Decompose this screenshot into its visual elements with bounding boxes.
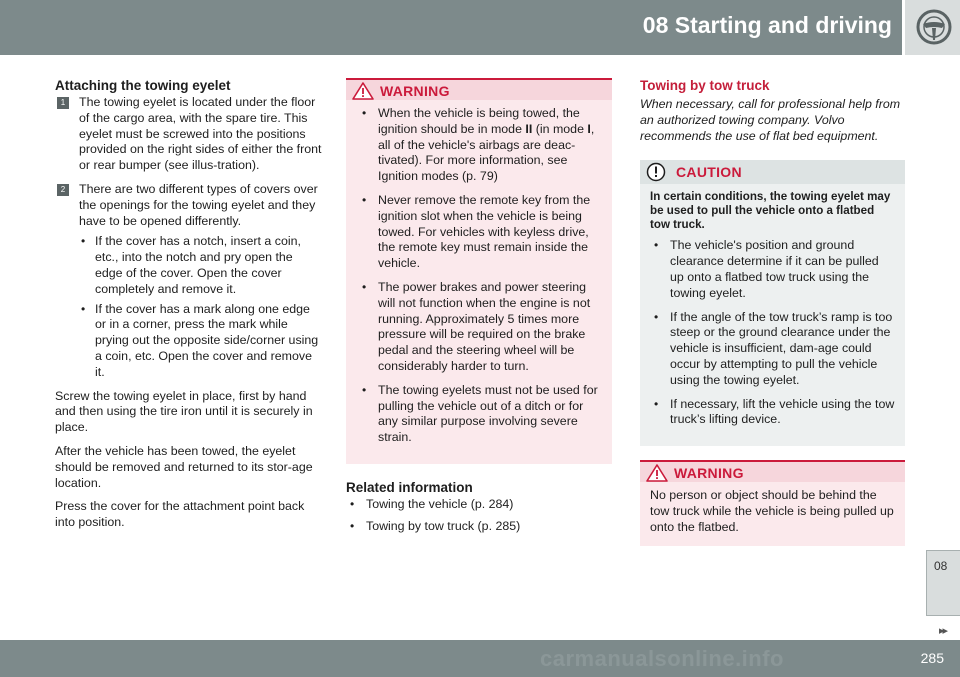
warning-triangle-icon [352, 82, 374, 100]
list-item: • If necessary, lift the vehicle using the tow truck’s lifting device. [650, 397, 895, 429]
watermark: carmanualsonline.info [540, 646, 784, 671]
column-warning [346, 78, 612, 541]
chapter-tab[interactable] [926, 550, 960, 616]
list-item: • If the cover has a notch, insert a coin, etc., into the notch and pry open the edge of the cover. Open the cover completely and remove it. [79, 234, 323, 297]
caution-body [640, 184, 905, 446]
text-run: , all of the vehicle's airbags are deac-tivated). For more information, see Ignition modes (p. 79) [378, 121, 595, 184]
ignition-mode: II [525, 121, 533, 136]
header-icon-box [902, 0, 960, 55]
column-towing-by-tow-truck [640, 78, 905, 546]
warning-box [640, 460, 905, 545]
paragraph: Screw the towing eyelet in place, first by hand and then using the tire iron until it is securely in place. [55, 388, 313, 435]
warning-triangle-icon [646, 464, 668, 482]
step-1 [55, 95, 323, 174]
list-item: • Never remove the remote key from the ignition slot when the vehicle is being towed. For vehicles with keyless drive, the remote key must remain inside the vehicle. [358, 193, 602, 272]
warning-label: WARNING [674, 465, 744, 482]
step-number-badge: 1 [57, 97, 69, 109]
step-text: The towing eyelet is located under the floor of the cargo area, with the spare tire. This eyelet must be screwed into the positions provided on the right sides of either the front or rear bumper (see illus-tration). [79, 95, 322, 173]
related-links-list [346, 497, 612, 535]
related-link[interactable]: • Towing the vehicle (p. 284) [346, 497, 612, 513]
caution-list [650, 238, 895, 428]
section-heading: Attaching the towing eyelet [55, 78, 231, 93]
column-attaching-towing-eyelet [55, 78, 323, 539]
ignition-mode: I [587, 121, 591, 136]
caution-exclamation-icon [646, 162, 666, 182]
cover-type-list [79, 234, 323, 380]
list-item: • If the angle of the tow truck’s ramp is too steep or the ground clearance under the vehicle is insufficient, dam-age could occur by attempting to pull the vehicle using the towing eyelet. [650, 310, 895, 389]
caution-header [640, 160, 905, 184]
warning-label: WARNING [380, 83, 450, 99]
step-number-badge: 2 [57, 184, 69, 196]
section-heading: Towing by tow truck [640, 78, 770, 93]
related-information-heading: Related information [346, 479, 473, 495]
paragraph: Press the cover for the attachment point back into position. [55, 499, 305, 530]
text-run: (in mode [532, 121, 588, 136]
text-run: When the vehicle is being towed, the ignition should be in mode [378, 106, 580, 136]
intro-paragraph: When necessary, call for professional help from an authorized towing company. Volvo recommends the use of flat bed equipment. [640, 97, 901, 143]
warning-body [640, 482, 905, 545]
caution-label: CAUTION [676, 164, 742, 181]
caution-box [640, 160, 905, 446]
page-number: 285 [920, 650, 944, 666]
chapter-number: 08 [934, 559, 948, 573]
step-text: There are two different types of covers over the openings for the towing eyelet and they have to be opened differently. [79, 181, 318, 228]
warning-body [346, 100, 612, 464]
caution-lead: In certain conditions, the towing eyelet may be used to pull the vehicle onto a flatbed tow truck. [650, 190, 891, 232]
step-2 [55, 182, 323, 381]
warning-text: No person or object should be behind the tow truck while the vehicle is being pulled up onto the flatbed. [650, 488, 894, 534]
steering-wheel-icon [914, 7, 954, 47]
next-page-arrows[interactable]: ▸▸ [938, 625, 946, 637]
warning-header [346, 78, 612, 100]
list-item: • The vehicle's position and ground clearance determine if it can be pulled up onto a flatbed tow truck using the towing eyelet. [650, 238, 895, 301]
page-footer [0, 640, 960, 677]
list-item: • If the cover has a mark along one edge or in a corner, press the mark while prying out the opposite side/corner using a coin, etc. Open the cover and remove it. [79, 302, 323, 381]
warning-box [346, 78, 612, 464]
warning-list [358, 106, 602, 446]
list-item: • The towing eyelets must not be used for pulling the vehicle out of a ditch or for any similar purpose involving severe strain. [358, 383, 602, 446]
chapter-title: 08 Starting and driving [642, 12, 892, 38]
warning-header [640, 460, 905, 482]
list-item [358, 106, 602, 185]
list-item: • The power brakes and power steering will not function when the engine is not running. Approximately 5 times more pressure will be required on the brake pedal and the steering wheel will be considerably harder to turn. [358, 280, 602, 375]
paragraph: After the vehicle has been towed, the eyelet should be removed and returned to its stor-age location. [55, 443, 313, 490]
related-link[interactable]: • Towing by tow truck (p. 285) [346, 519, 612, 535]
